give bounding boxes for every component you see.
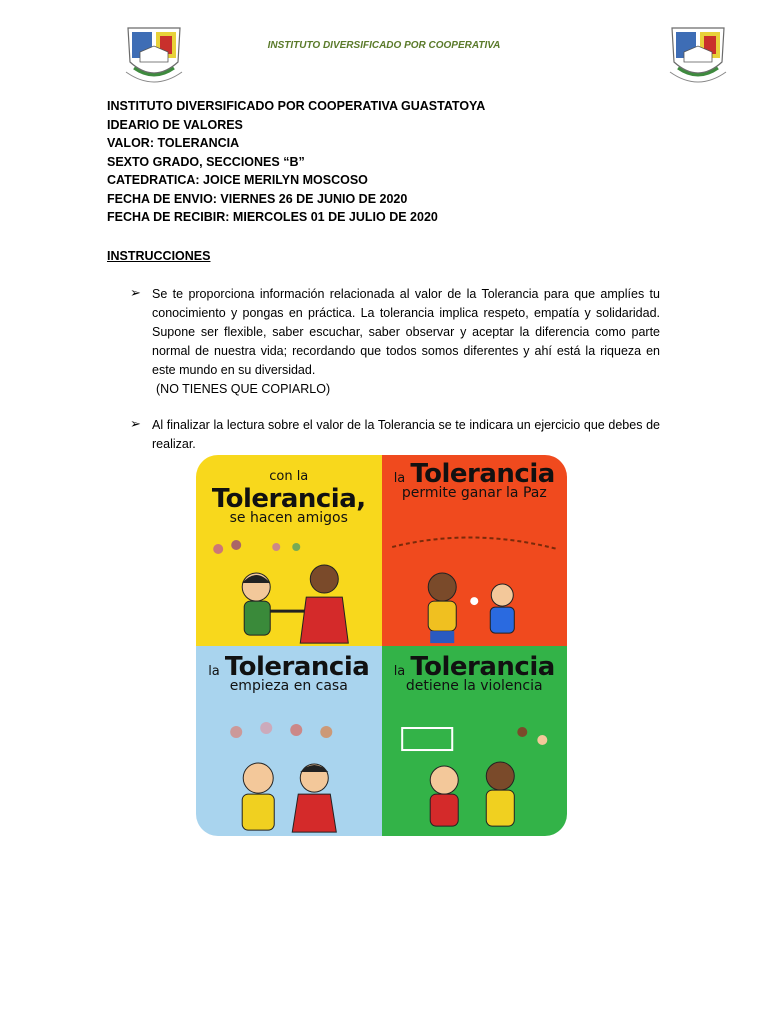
q3-small: la: [208, 663, 220, 679]
soccer-children-illustration: [382, 718, 568, 836]
meta-institute: INSTITUTO DIVERSIFICADO POR COOPERATIVA GUASTATOYA: [107, 99, 486, 113]
bullet-1-text: Se te proporciona información relacionada al valor de la Tolerancia para que amplíes tu conocimiento y pongas en práctica. La tolerancia implica respeto, empatía y solidaridad. Supone ser flexible, saber escuchar, saber observar y aceptar la diferencia como parte normal de nuestra vida; recordando que todos somos diferentes y ahí está la riqueza en este mundo en su diversidad.: [152, 287, 660, 377]
poster-quadrant-violence: [382, 646, 568, 837]
q2-big: Tolerancia: [410, 459, 555, 489]
meta-grado: SEXTO GRADO, SECCIONES “B”: [107, 154, 305, 169]
header-title: INSTITUTO DIVERSIFICADO POR COOPERATIVA: [267, 40, 501, 51]
q3-sub: empieza en casa: [229, 677, 348, 694]
instructions-heading: INSTRUCCIONES: [107, 249, 211, 263]
tolerancia-poster: [196, 455, 567, 836]
poster-quadrant-home: [196, 646, 382, 837]
arrow-bullet-icon: ➢: [130, 285, 141, 300]
family-illustration: [196, 718, 382, 836]
meta-catedratica: CATEDRATICA: JOICE MERILYN MOSCOSO: [107, 173, 368, 187]
meta-fecha-envio: FECHA DE ENVIO: VIERNES 26 DE JUNIO DE 2020: [107, 191, 408, 206]
bullet-1-note: (NO TIENES QUE COPIARLO): [156, 382, 331, 396]
school-crest-right: [664, 22, 732, 88]
arrow-bullet-icon: ➢: [130, 416, 141, 431]
q1-big: Tolerancia,: [211, 484, 366, 514]
instruction-bullet-1: [130, 285, 660, 399]
instruction-bullet-2: [130, 416, 660, 454]
q4-big: Tolerancia: [410, 651, 555, 682]
q1-sub: se hacen amigos: [229, 510, 348, 526]
meta-ideario: IDEARIO DE VALORES: [107, 117, 243, 132]
children-handshake-illustration: [196, 527, 382, 645]
document-meta: [107, 97, 667, 227]
meta-fecha-recibir: FECHA DE RECIBIR: MIERCOLES 01 DE JULIO DE 2020: [107, 210, 438, 224]
poster-quadrant-peace: [382, 455, 568, 646]
children-flower-illustration: [382, 527, 568, 645]
school-crest-left: [120, 22, 188, 88]
q4-small: la: [393, 663, 406, 679]
bullet-2-text: Al finalizar la lectura sobre el valor de la Tolerancia se te indicara un ejercicio que debes de realizar.: [152, 418, 660, 451]
poster-quadrant-friends: [196, 455, 382, 646]
q3-big: Tolerancia: [224, 651, 370, 682]
q1-small: con la: [269, 469, 309, 484]
q2-small: la: [393, 471, 406, 486]
meta-valor: VALOR: TOLERANCIA: [107, 136, 240, 150]
q4-sub: detiene la violencia: [405, 677, 543, 694]
q2-sub: permite ganar la Paz: [401, 485, 547, 501]
